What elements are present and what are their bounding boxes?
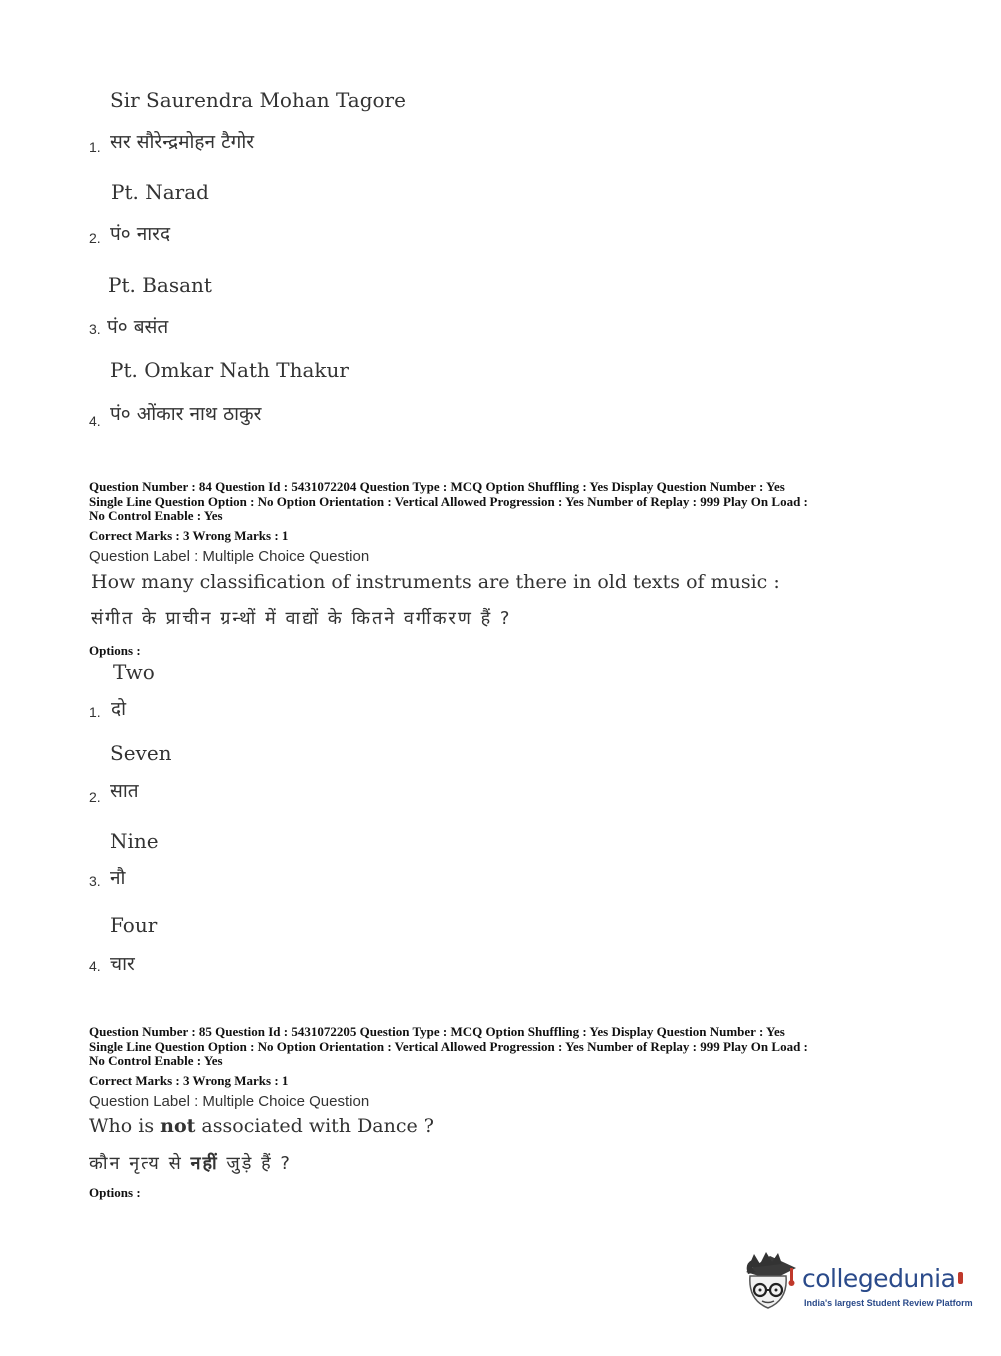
- q84-question-hindi: संगीत के प्राचीन ग्रन्थों में वाद्यों के कितने वर्गीकरण हैं ?: [91, 608, 512, 629]
- mascot-icon: [740, 1250, 800, 1316]
- q85-meta-line-3: No Control Enable : Yes: [89, 1053, 223, 1068]
- q85-question-english-pre: Who is: [89, 1115, 161, 1137]
- q84-question-english: How many classification of instruments are there in old texts of music :: [91, 571, 780, 593]
- q84-option-1-number: 1.: [89, 704, 101, 720]
- q84-option-2-number: 2.: [89, 789, 101, 805]
- q85-question-hindi-bold: नहीं: [190, 1153, 219, 1174]
- q84-option-1-english: Two: [113, 660, 155, 684]
- q85-marks: Correct Marks : 3 Wrong Marks : 1: [89, 1073, 289, 1088]
- q84-options-label: Options :: [89, 643, 141, 658]
- option-3-number: 3.: [89, 321, 101, 337]
- q85-options-label: Options :: [89, 1185, 141, 1200]
- option-2-english: Pt. Narad: [111, 180, 209, 204]
- option-4-number: 4.: [89, 413, 101, 429]
- logo-accent-mark: [958, 1272, 963, 1284]
- q85-question-hindi-post: जुड़े हैं ?: [218, 1153, 292, 1174]
- option-2-number: 2.: [89, 230, 101, 246]
- q85-meta-line-1: Question Number : 85 Question Id : 5431072205 Question Type : MCQ Option Shuffling : Yes Display Question Number : Yes: [89, 1024, 785, 1039]
- option-3-english: Pt. Basant: [108, 273, 212, 297]
- collegedunia-wordmark: collegedunia: [802, 1264, 956, 1293]
- q85-question-hindi-pre: कौन नृत्य से: [89, 1153, 191, 1174]
- collegedunia-logo: [740, 1250, 973, 1320]
- q85-meta-line-2: Single Line Question Option : No Option Orientation : Vertical Allowed Progression : Yes Number of Replay : 999 Play On Load :: [89, 1038, 808, 1054]
- option-1-number: 1.: [89, 139, 101, 155]
- q85-question-english-post: associated with Dance ?: [195, 1115, 434, 1137]
- option-4-english: Pt. Omkar Nath Thakur: [110, 358, 349, 382]
- q84-option-1-hindi: दो: [111, 698, 127, 720]
- q84-option-3-english: Nine: [110, 829, 159, 853]
- q84-meta-line-1: Question Number : 84 Question Id : 5431072204 Question Type : MCQ Option Shuffling : Yes Display Question Number : Yes: [89, 479, 785, 494]
- q84-option-2-hindi: सात: [110, 780, 139, 802]
- option-1-hindi: सर सौरेन्द्रमोहन टैगोर: [110, 131, 255, 153]
- option-2-hindi: पं० नारद: [110, 223, 171, 245]
- q84-meta-line-3: No Control Enable : Yes: [89, 508, 223, 523]
- option-1-english: Sir Saurendra Mohan Tagore: [110, 88, 406, 112]
- q85-question-english: [89, 1115, 434, 1137]
- option-4-hindi: पं० ओंकार नाथ ठाकुर: [110, 403, 262, 425]
- q84-option-4-english: Four: [110, 913, 158, 937]
- q85-question-hindi: [89, 1151, 292, 1175]
- q84-option-4-hindi: चार: [110, 953, 135, 975]
- q85-metadata: [89, 1025, 808, 1069]
- q84-marks: Correct Marks : 3 Wrong Marks : 1: [89, 528, 289, 543]
- q84-option-2-english: Seven: [110, 741, 172, 765]
- q84-meta-line-2: Single Line Question Option : No Option Orientation : Vertical Allowed Progression : Yes Number of Replay : 999 Play On Load :: [89, 493, 808, 509]
- q84-option-4-number: 4.: [89, 958, 101, 974]
- q84-metadata: [89, 480, 808, 524]
- q84-question-label: Question Label : Multiple Choice Question: [89, 548, 370, 565]
- q84-option-3-hindi: नौ: [110, 867, 126, 889]
- q85-question-english-bold: not: [160, 1115, 196, 1137]
- q85-question-label: Question Label : Multiple Choice Question: [89, 1093, 370, 1110]
- option-3-hindi: पं० बसंत: [107, 316, 169, 338]
- collegedunia-tagline: India's largest Student Review Platform: [804, 1298, 973, 1308]
- q84-option-3-number: 3.: [89, 873, 101, 889]
